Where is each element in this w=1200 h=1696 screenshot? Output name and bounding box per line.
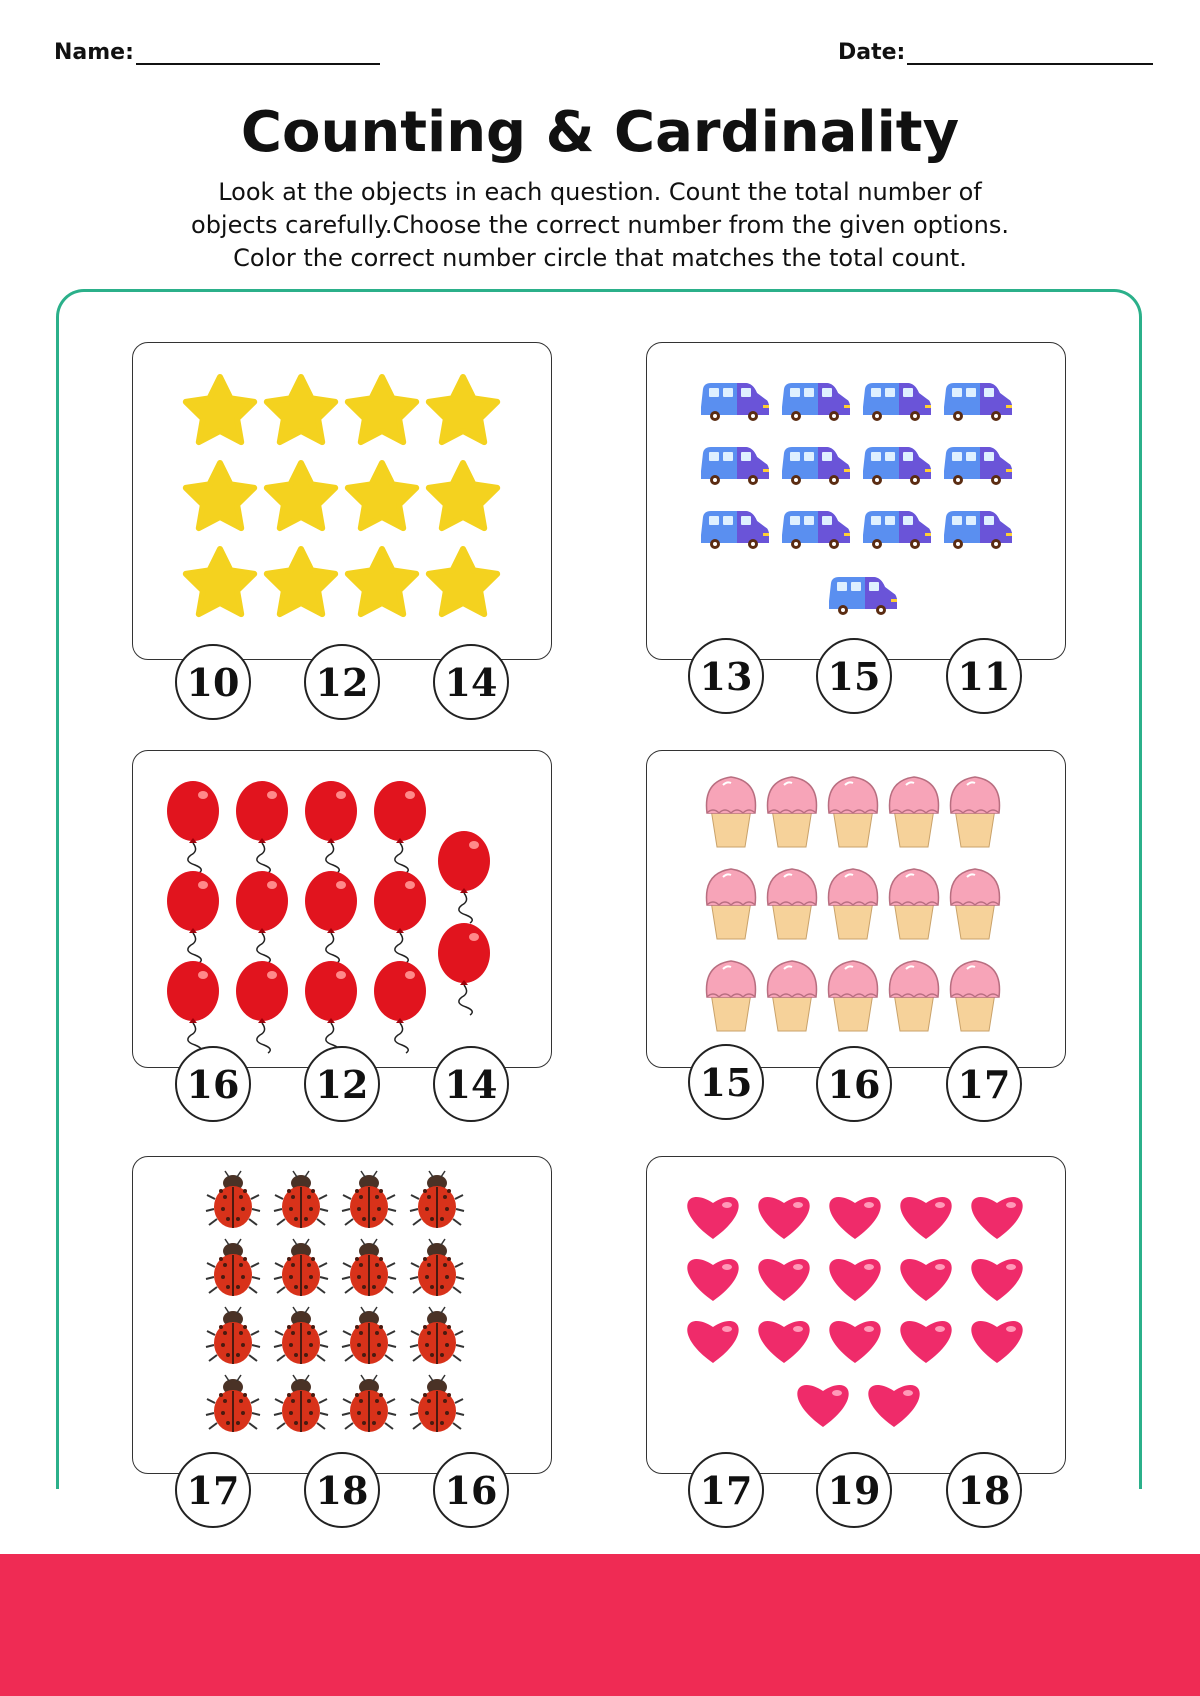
balloon-icon (438, 923, 490, 1015)
page-title: Counting & Cardinality (240, 100, 960, 165)
car-icon (701, 447, 769, 485)
ladybug-icon (410, 1239, 464, 1296)
star-icon-group (133, 343, 553, 661)
star-icon (186, 377, 254, 442)
option-circle[interactable]: 14 (433, 644, 509, 720)
heart-icon (829, 1197, 880, 1239)
name-field[interactable] (54, 40, 380, 65)
question-card-stars (132, 342, 552, 660)
balloon-icon (374, 781, 426, 873)
date-field[interactable] (838, 40, 1153, 65)
heart-icon (900, 1197, 951, 1239)
heart-icon (900, 1321, 951, 1363)
heart-icon (758, 1259, 809, 1301)
option-circle[interactable]: 14 (433, 1046, 509, 1122)
star-icon (267, 549, 335, 614)
car-icon (863, 447, 931, 485)
ladybug-icon (206, 1375, 260, 1432)
heart-icon (971, 1259, 1022, 1301)
balloon-icon (374, 961, 426, 1053)
heart-icon (900, 1259, 951, 1301)
balloon-icon (167, 871, 219, 963)
ice-cream-icon (890, 869, 939, 939)
option-circle[interactable]: 17 (946, 1046, 1022, 1122)
star-icon (348, 377, 416, 442)
option-circle[interactable]: 19 (816, 1452, 892, 1528)
option-circle[interactable]: 18 (946, 1452, 1022, 1528)
heart-icon (797, 1385, 848, 1427)
car-icon (782, 511, 850, 549)
heart-icon (868, 1385, 919, 1427)
option-circle[interactable]: 16 (433, 1452, 509, 1528)
question-card-cars (646, 342, 1066, 660)
question-card-ladybugs (132, 1156, 552, 1474)
car-icon (944, 511, 1012, 549)
ice-cream-icon (768, 869, 817, 939)
ice-cream-icon (768, 961, 817, 1031)
heart-icon (971, 1197, 1022, 1239)
option-circle[interactable]: 15 (688, 1044, 764, 1120)
ice-cream-icon (829, 869, 878, 939)
option-circle[interactable]: 16 (175, 1046, 251, 1122)
option-circle[interactable]: 10 (175, 644, 251, 720)
ladybug-icon (410, 1171, 464, 1228)
car-icon (701, 511, 769, 549)
car-icon (701, 383, 769, 421)
car-icon (944, 447, 1012, 485)
balloon-icon (305, 961, 357, 1053)
balloon-icon (236, 961, 288, 1053)
instruction-line: objects carefully.Choose the correct number from the given options. (191, 211, 1009, 239)
ice-cream-icon-group (647, 751, 1067, 1069)
ladybug-icon (274, 1307, 328, 1364)
ice-cream-icon (951, 961, 1000, 1031)
ice-cream-icon (829, 777, 878, 847)
balloon-icon (305, 871, 357, 963)
question-card-balloons (132, 750, 552, 1068)
ladybug-icon-group (133, 1157, 553, 1475)
ice-cream-icon (768, 777, 817, 847)
heart-icon (687, 1197, 738, 1239)
ladybug-icon (342, 1239, 396, 1296)
star-icon (267, 463, 335, 528)
option-circle[interactable]: 12 (304, 1046, 380, 1122)
option-circle[interactable]: 15 (816, 638, 892, 714)
ice-cream-icon (890, 777, 939, 847)
star-icon (348, 463, 416, 528)
star-icon (429, 463, 497, 528)
ladybug-icon (342, 1307, 396, 1364)
car-icon (782, 447, 850, 485)
name-label: Name: (54, 40, 134, 65)
star-icon (348, 549, 416, 614)
ladybug-icon (206, 1171, 260, 1228)
car-icon (782, 383, 850, 421)
star-icon (429, 377, 497, 442)
balloon-icon (167, 961, 219, 1053)
question-card-ice-creams (646, 750, 1066, 1068)
option-circle[interactable]: 11 (946, 638, 1022, 714)
question-card-hearts (646, 1156, 1066, 1474)
option-circle[interactable]: 16 (816, 1046, 892, 1122)
star-icon (186, 549, 254, 614)
instructions (60, 176, 1140, 275)
option-circle[interactable]: 12 (304, 644, 380, 720)
ice-cream-icon (951, 777, 1000, 847)
ice-cream-icon (829, 961, 878, 1031)
car-icon (944, 383, 1012, 421)
heart-icon (829, 1321, 880, 1363)
car-icon-group (647, 343, 1067, 661)
heart-icon (758, 1321, 809, 1363)
option-circle[interactable]: 18 (304, 1452, 380, 1528)
ladybug-icon (274, 1375, 328, 1432)
ice-cream-icon (707, 777, 756, 847)
ladybug-icon (410, 1375, 464, 1432)
heart-icon (758, 1197, 809, 1239)
heart-icon-group (647, 1157, 1067, 1475)
ice-cream-icon (707, 869, 756, 939)
footer-band (0, 1554, 1200, 1696)
heart-icon (687, 1259, 738, 1301)
car-icon (829, 577, 897, 615)
car-icon (863, 383, 931, 421)
heart-icon (687, 1321, 738, 1363)
ladybug-icon (342, 1171, 396, 1228)
balloon-icon (438, 831, 490, 923)
option-circle[interactable]: 17 (688, 1452, 764, 1528)
ladybug-icon (206, 1239, 260, 1296)
option-circle[interactable]: 13 (688, 638, 764, 714)
ladybug-icon (206, 1307, 260, 1364)
heart-icon (829, 1259, 880, 1301)
ice-cream-icon (951, 869, 1000, 939)
heart-icon (971, 1321, 1022, 1363)
balloon-icon (374, 871, 426, 963)
date-blank-line[interactable] (907, 41, 1153, 65)
ladybug-icon (274, 1239, 328, 1296)
ladybug-icon (342, 1375, 396, 1432)
star-icon (267, 377, 335, 442)
car-icon (863, 511, 931, 549)
balloon-icon (167, 781, 219, 873)
balloon-icon (236, 871, 288, 963)
ladybug-icon (410, 1307, 464, 1364)
ice-cream-icon (707, 961, 756, 1031)
balloon-icon-group (133, 751, 553, 1069)
ice-cream-icon (890, 961, 939, 1031)
balloon-icon (236, 781, 288, 873)
option-circle[interactable]: 17 (175, 1452, 251, 1528)
instruction-line: Color the correct number circle that matches the total count. (233, 244, 967, 272)
date-label: Date: (838, 40, 906, 65)
instruction-line: Look at the objects in each question. Count the total number of (218, 178, 982, 206)
ladybug-icon (274, 1171, 328, 1228)
star-icon (429, 549, 497, 614)
name-blank-line[interactable] (136, 41, 380, 65)
star-icon (186, 463, 254, 528)
balloon-icon (305, 781, 357, 873)
